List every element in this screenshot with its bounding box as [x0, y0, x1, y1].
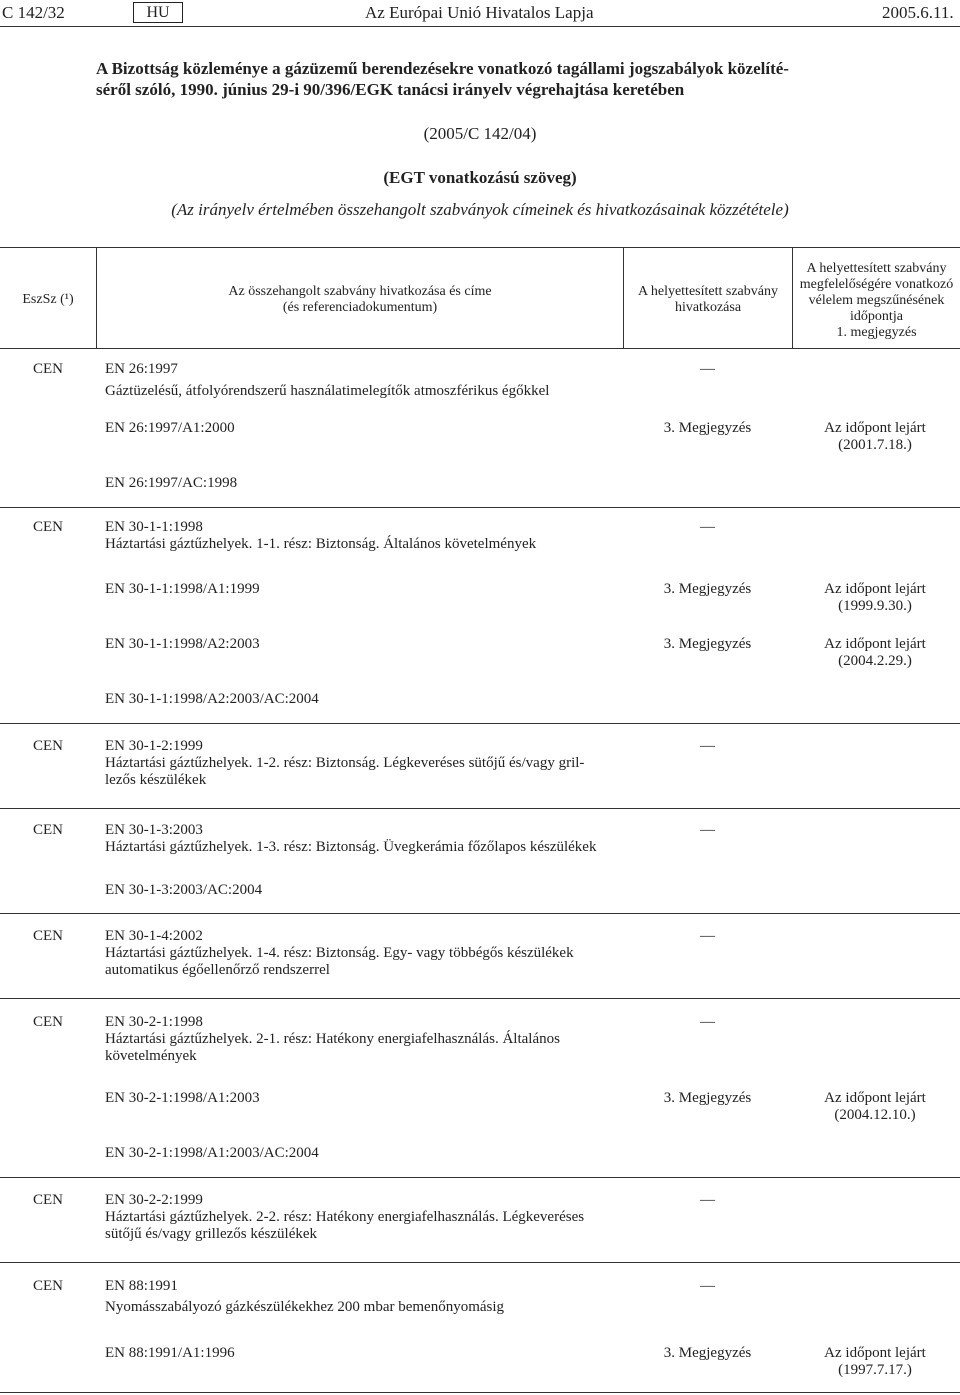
standard-cell: EN 88:1991 Nyomásszabályozó gázkészülékekhez 200 mbar bemenőnyomásig [105, 1278, 505, 1315]
column-header-standard: Az összehangolt szabvány hivatkozása és címe (és referenciadokumentum) [228, 284, 492, 315]
standard-cell: EN 30-1-1:1998 Háztartási gáztűzhelyek. 1-1. rész: Biztonság. Általános követelmények [105, 519, 537, 552]
amendment-cell: EN 30-1-1:1998/A2:2003 [105, 636, 260, 652]
organisation-cell: CEN [33, 1192, 63, 1208]
cessation-date-cell: Az időpont lejárt (2004.12.10.) [824, 1090, 926, 1123]
standard-cell: EN 26:1997 Gáztüzelésű, átfolyórendszerű használatimelegítők atmoszférikus égőkkel [105, 361, 550, 399]
journal-name: Az Európai Unió Hivatalos Lapja [365, 3, 594, 22]
organisation-cell: CEN [33, 1278, 63, 1294]
table-bottom-rule [0, 1392, 960, 1393]
superseded-cell: 3. Megjegyzés [663, 1090, 752, 1106]
organisation-cell: CEN [33, 738, 63, 754]
corrigendum-cell: EN 26:1997/AC:1998 [105, 475, 238, 491]
table-top-rule [0, 247, 960, 248]
row-rule [0, 723, 960, 724]
superseded-cell: — [700, 738, 715, 754]
cessation-date-cell: Az időpont lejárt (1997.7.17.) [824, 1345, 926, 1378]
superseded-cell: 3. Megjegyzés [663, 636, 752, 652]
superseded-cell: 3. Megjegyzés [663, 581, 752, 597]
standard-cell: EN 30-2-2:1999 Háztartási gáztűzhelyek. 2-2. rész: Hatékony energiafelhasználás. Légkeveréses sütőjű és/vagy grillezős készülékek [105, 1192, 585, 1242]
row-rule [0, 998, 960, 999]
page-reference: C 142/32 [2, 3, 65, 22]
amendment-cell: EN 30-1-1:1998/A1:1999 [105, 581, 260, 597]
amendment-cell: EN 26:1997/A1:2000 [105, 420, 235, 436]
row-rule [0, 1262, 960, 1263]
superseded-cell: — [700, 1192, 715, 1208]
cessation-date-cell: Az időpont lejárt (2001.7.18.) [824, 420, 926, 453]
cessation-date-cell: Az időpont lejárt (2004.2.29.) [824, 636, 926, 669]
superseded-cell: 3. Megjegyzés [663, 1345, 752, 1361]
column-header-superseded: A helyettesített szabvány hivatkozása [638, 284, 778, 315]
standard-cell: EN 30-2-1:1998 Háztartási gáztűzhelyek. 2-1. rész: Hatékony energiafelhasználás. Általános követelmények [105, 1014, 560, 1064]
superseded-cell: — [700, 361, 715, 377]
standard-cell: EN 30-1-4:2002 Háztartási gáztűzhelyek. 1-4. rész: Biztonság. Egy- vagy többégős készülékek automatikus égőellenőrző rendszerrel [105, 928, 574, 978]
row-rule [0, 913, 960, 914]
cessation-date-cell: Az időpont lejárt (1999.9.30.) [824, 581, 926, 614]
standard-cell: EN 30-1-3:2003 Háztartási gáztűzhelyek. 1-3. rész: Biztonság. Üvegkerámia főzőlapos készülékek [105, 822, 597, 855]
document-subtitle: (Az irányelv értelmében összehangolt szabványok címeinek és hivatkozásainak közzététele) [171, 200, 789, 219]
organisation-cell: CEN [33, 361, 63, 377]
organisation-cell: CEN [33, 822, 63, 838]
row-rule [0, 808, 960, 809]
language-code-box: HU [133, 2, 183, 23]
corrigendum-cell: EN 30-1-3:2003/AC:2004 [105, 882, 263, 898]
header-rule [0, 26, 960, 27]
document-title: A Bizottság közleménye a gázüzemű berendezésekre vonatkozó tagállami jogszabályok közelíté- séről szóló, 1990. június 29-i 90/396/EGK tanácsi irányelv végrehajtása keretében [96, 59, 789, 99]
document-reference: (2005/C 142/04) [423, 124, 537, 143]
superseded-cell: — [700, 928, 715, 944]
amendment-cell: EN 88:1991/A1:1996 [105, 1345, 235, 1361]
organisation-cell: CEN [33, 1014, 63, 1030]
row-rule [0, 1177, 960, 1178]
standard-cell: EN 30-1-2:1999 Háztartási gáztűzhelyek. 1-2. rész: Biztonság. Légkeveréses sütőjű és/vagy gril- lezős készülékek [105, 738, 585, 788]
superseded-cell: — [700, 1278, 715, 1294]
superseded-cell: — [700, 1014, 715, 1030]
column-header-esz: EszSz (¹) [22, 292, 74, 307]
column-header-cessation-date: A helyettesített szabvány megfelelőségére vonatkozó vélelem megszűnésének időpontja 1. megjegyzés [799, 261, 954, 340]
superseded-cell: — [700, 822, 715, 838]
organisation-cell: CEN [33, 519, 63, 535]
corrigendum-cell: EN 30-1-1:1998/A2:2003/AC:2004 [105, 691, 319, 707]
table-header-rule [0, 348, 960, 349]
superseded-cell: — [700, 519, 715, 535]
publication-date: 2005.6.11. [882, 3, 954, 22]
eea-relevance: (EGT vonatkozású szöveg) [383, 168, 577, 187]
corrigendum-cell: EN 30-2-1:1998/A1:2003/AC:2004 [105, 1145, 319, 1161]
superseded-cell: 3. Megjegyzés [663, 420, 752, 436]
amendment-cell: EN 30-2-1:1998/A1:2003 [105, 1090, 260, 1106]
organisation-cell: CEN [33, 928, 63, 944]
row-rule [0, 507, 960, 508]
